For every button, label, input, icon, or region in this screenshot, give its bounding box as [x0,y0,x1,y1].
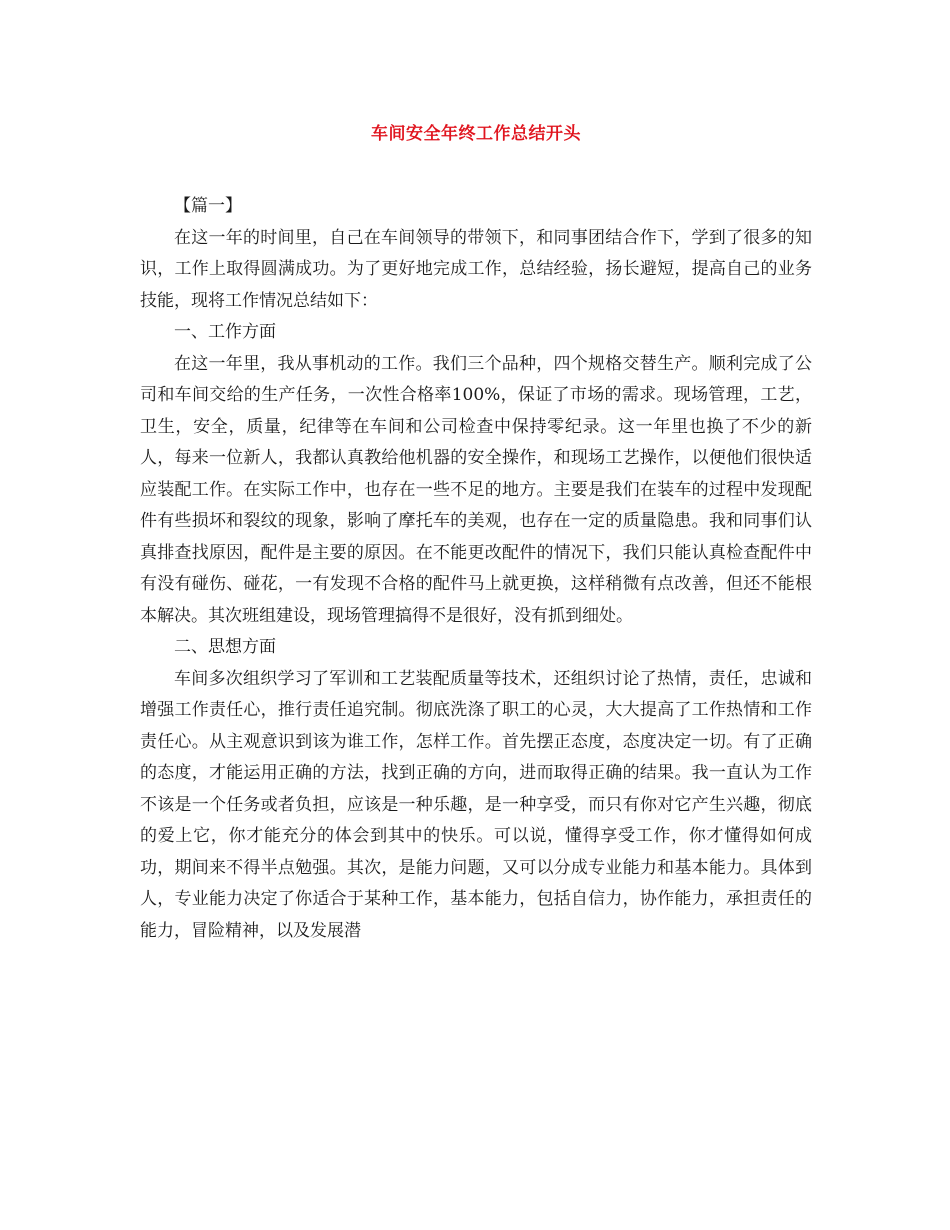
intro-paragraph: 在这一年的时间里，自己在车间领导的带领下，和同事团结合作下，学到了很多的知识，工作上取得圆满成功。为了更好地完成工作，总结经验，扬长避短，提高自己的业务技能，现将工作情况总结如下： [140,227,812,311]
section-heading-work: 一、工作方面 [174,322,276,342]
document-title: 车间安全年终工作总结开头 [371,124,581,144]
document-body [140,191,812,947]
thought-paragraph: 车间多次组织学习了军训和工艺装配质量等技术，还组织讨论了热情，责任，忠诚和增强工作责任心，推行责任追究制。彻底洗涤了职工的心灵，大大提高了工作热情和工作责任心。从主观意识到该为谁工作，怎样工作。首先摆正态度，态度决定一切。有了正确的态度，才能运用正确的方法，找到正确的方向，进而取得正确的结果。我一直认为工作不该是一个任务或者负担，应该是一种乐趣，是一种享受，而只有你对它产生兴趣，彻底的爱上它，你才能充分的体会到其中的快乐。可以说，懂得享受工作，你才懂得如何成功，期间来不得半点勉强。其次，是能力问题，又可以分成专业能力和基本能力。具体到人，专业能力决定了你适合于某种工作，基本能力，包括自信力，协作能力，承担责任的能力，冒险精神，以及发展潜 [140,668,812,941]
part-label: 【篇一】 [174,196,242,216]
work-paragraph: 在这一年里，我从事机动的工作。我们三个品种，四个规格交替生产。顺利完成了公司和车间交给的生产任务，一次性合格率100%，保证了市场的需求。现场管理，工艺，卫生，安全，质量，纪律等在车间和公司检查中保持零纪录。这一年里也换了不少的新人，每来一位新人，我都认真教给他机器的安全操作，和现场工艺操作，以便他们很快适应装配工作。在实际工作中，也存在一些不足的地方。主要是我们在装车的过程中发现配件有些损坏和裂纹的现象，影响了摩托车的美观，也存在一定的质量隐患。我和同事们认真排查找原因，配件是主要的原因。在不能更改配件的情况下，我们只能认真检查配件中有没有碰伤、碰花，一有发现不合格的配件马上就更换，这样稍微有点改善，但还不能根本解决。其次班组建设，现场管理搞得不是很好，没有抓到细处。 [140,353,812,626]
section-heading-thought: 二、思想方面 [174,637,276,657]
